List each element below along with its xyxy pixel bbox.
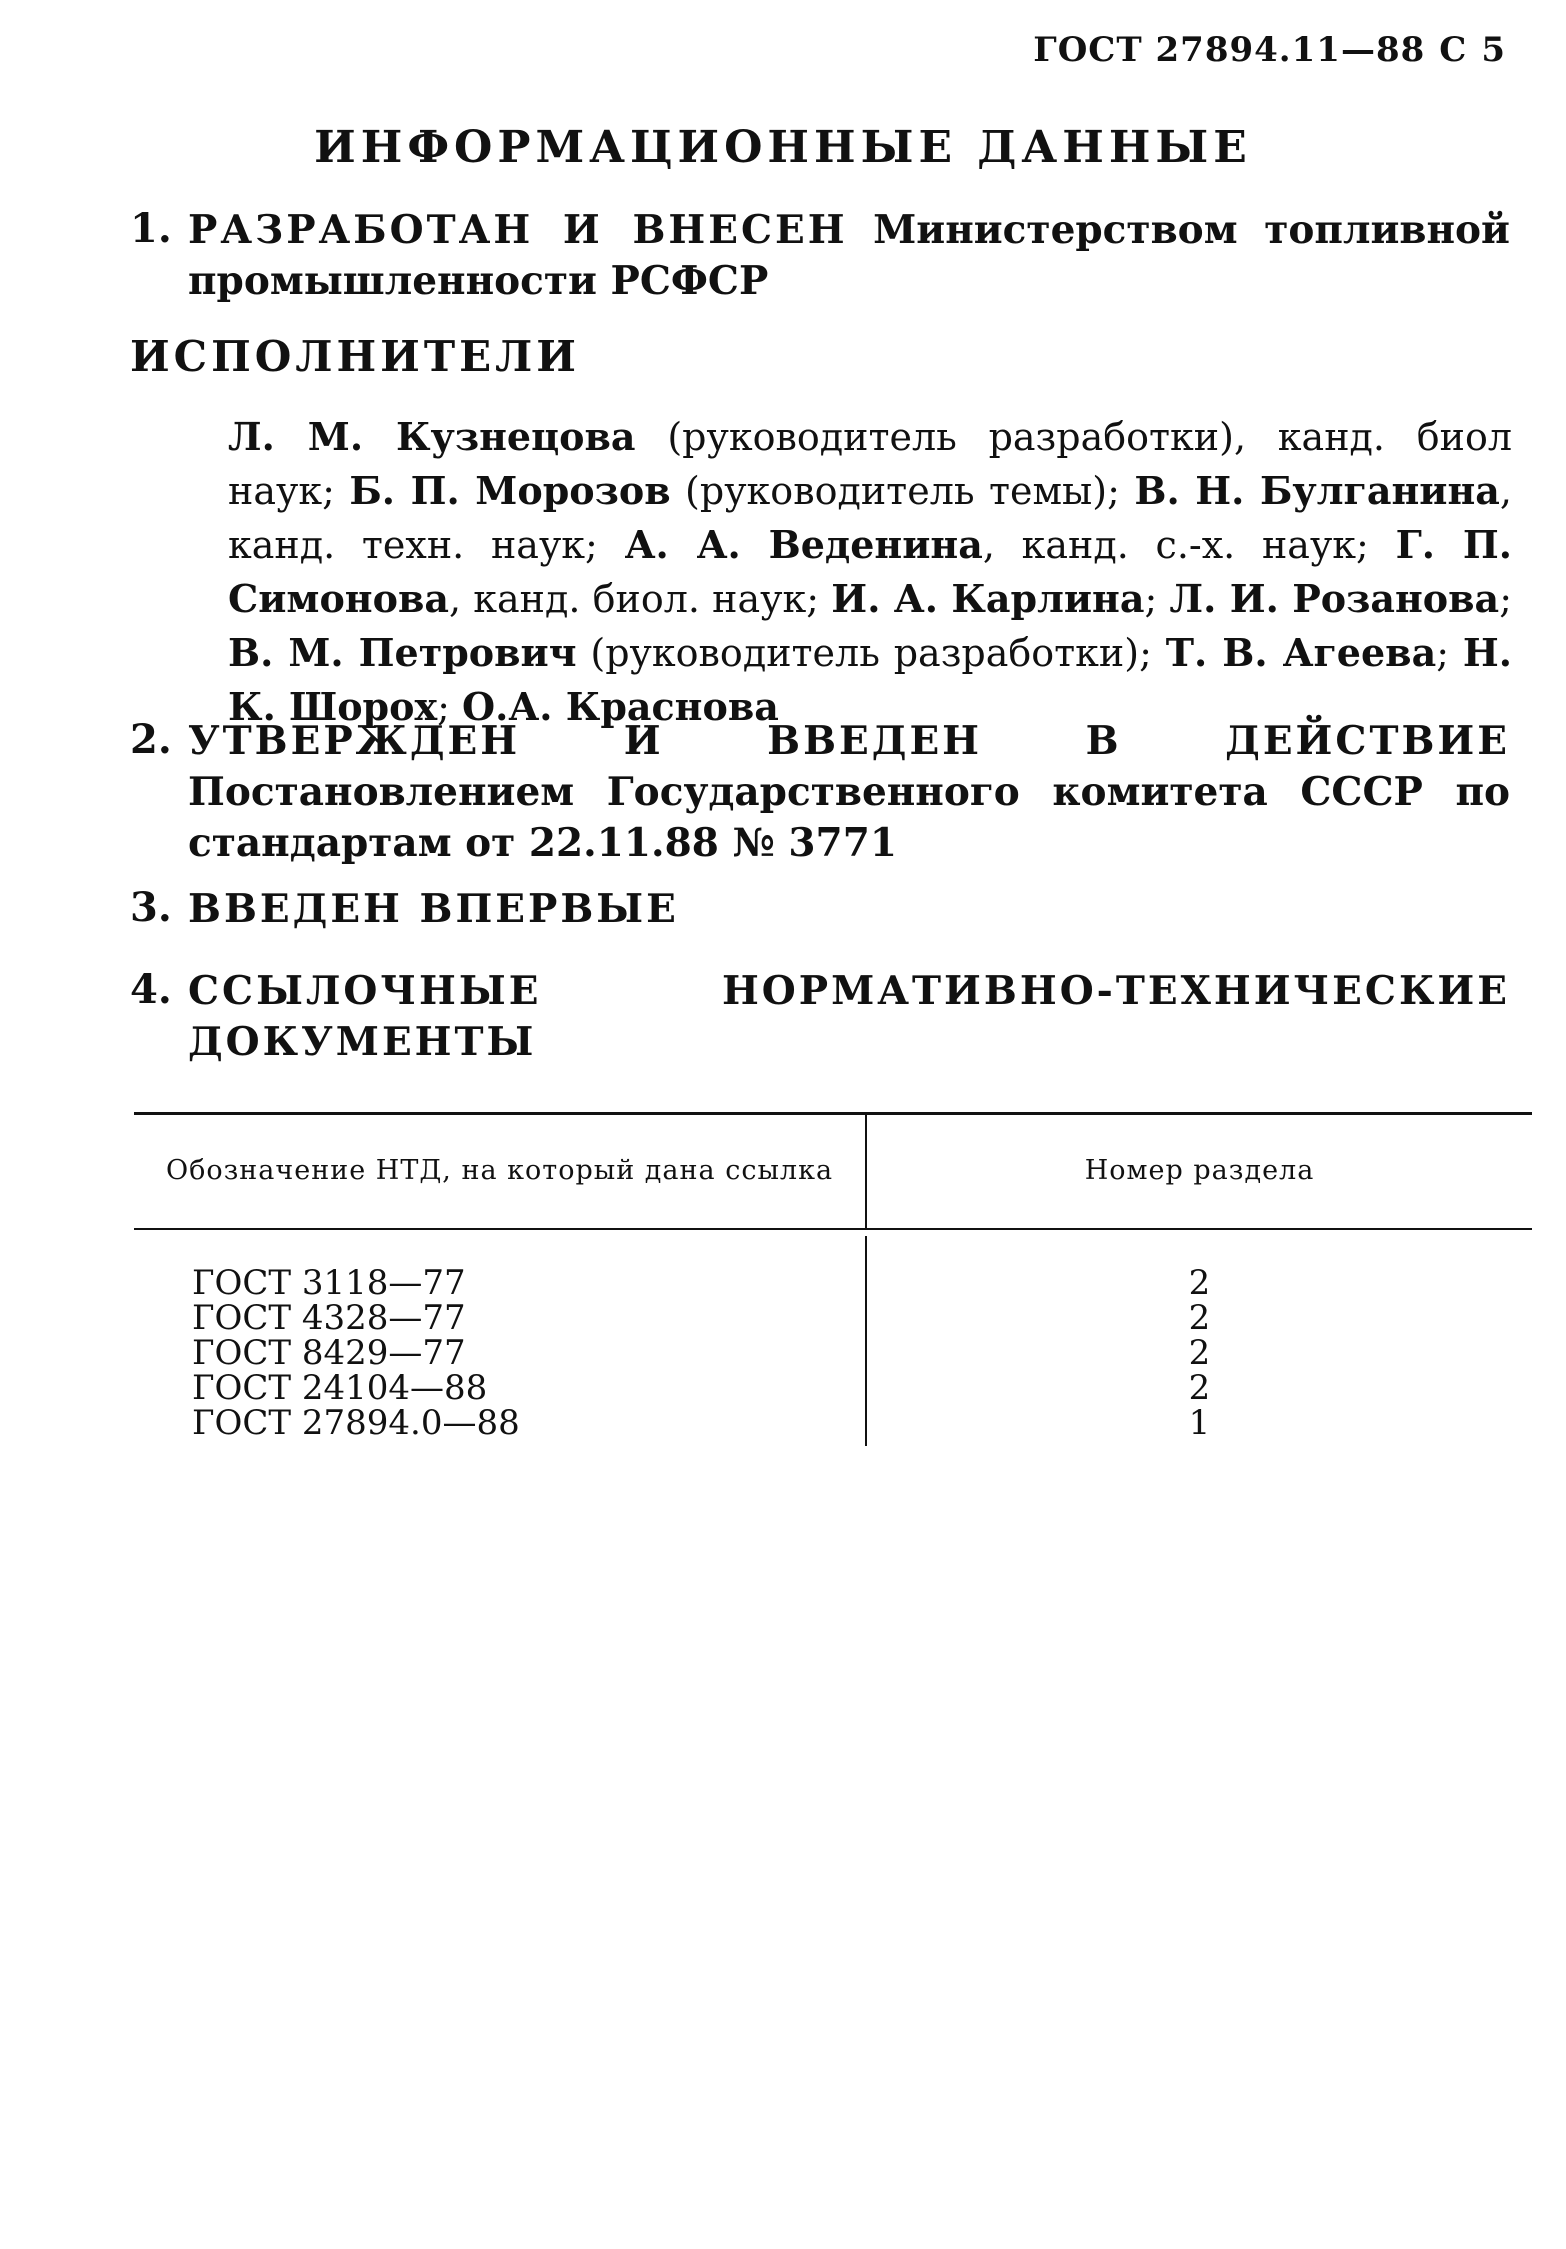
table-header-section: Номер раздела: [1084, 1155, 1315, 1186]
executor-note: , канд. с.-х. наук;: [982, 523, 1396, 567]
executor-note: (руководитель разработки), канд. биол наук;: [228, 415, 1512, 513]
executor-name: Л. М. Кузнецова: [228, 414, 636, 459]
section-1-body: Министерством топливной промышленности РСФСР: [188, 207, 1510, 304]
executor-note: ;: [1499, 577, 1512, 621]
section-3-number: 3.: [130, 884, 172, 931]
table-top-rule: [134, 1112, 1532, 1115]
executor-name: О.А. Краснова: [462, 684, 779, 729]
page-title: ИНФОРМАЦИОННЫЕ ДАННЫЕ: [314, 122, 1252, 173]
table-cell-document: ГОСТ 8429—77: [192, 1333, 466, 1373]
section-2-body: Постановлением Государственного комитета СССР по стандартам от 22.11.88 № 3771: [188, 769, 1510, 866]
table-cell-section: 2: [1188, 1368, 1211, 1408]
table-cell-section: 2: [1188, 1333, 1211, 1373]
section-1-text: [188, 205, 1510, 307]
table-cell-document: ГОСТ 4328—77: [192, 1298, 466, 1338]
executor-name: В. Н. Булганина: [1134, 468, 1500, 513]
table-cell-section: 2: [1188, 1263, 1211, 1303]
table-header-rule: [134, 1228, 1532, 1230]
executor-name: Н. К. Шорох: [228, 630, 1512, 729]
executors-list: [228, 410, 1512, 734]
executor-name: Б. П. Морозов: [349, 468, 671, 513]
executor-note: (руководитель разработки);: [576, 631, 1166, 675]
table-cell-section: 2: [1188, 1298, 1211, 1338]
executor-name: А. А. Веденина: [624, 522, 983, 567]
executor-name: И. А. Карлина: [831, 576, 1145, 621]
page-header: [1033, 30, 1506, 70]
executor-note: (руководитель темы);: [670, 469, 1135, 513]
section-4-number: 4.: [130, 966, 172, 1013]
executor-note: ;: [437, 685, 463, 729]
table-cell-document: ГОСТ 24104—88: [192, 1368, 488, 1408]
section-2-number: 2.: [130, 716, 172, 763]
executor-note: , канд. биол. наук;: [448, 577, 832, 621]
section-1-caps: РАЗРАБОТАН И ВНЕСЕН: [188, 207, 848, 253]
table-cell-document: ГОСТ 3118—77: [192, 1263, 466, 1303]
executor-note: ;: [1436, 631, 1463, 675]
section-1: [130, 205, 1510, 307]
section-4-text: [188, 966, 1510, 1068]
section-4-caps: ССЫЛОЧНЫЕ НОРМАТИВНО-ТЕХНИЧЕСКИЕ ДОКУМЕНТЫ: [188, 968, 1510, 1065]
page-number: 5: [1481, 30, 1506, 70]
section-3: [130, 884, 1510, 935]
section-1-number: 1.: [130, 205, 172, 252]
table-column-documents: [192, 1263, 520, 1443]
table-column-sections: [867, 1263, 1532, 1443]
section-3-caps: ВВЕДЕН ВПЕРВЫЕ: [188, 886, 679, 932]
section-2-caps: УТВЕРЖДЕН И ВВЕДЕН В ДЕЙСТВИЕ: [188, 718, 1510, 764]
table-cell-document: ГОСТ 27894.0—88: [192, 1403, 520, 1443]
section-2-text: [188, 716, 1510, 869]
section-3-text: [188, 884, 1510, 935]
executor-note: ;: [1144, 577, 1170, 621]
executors-heading: ИСПОЛНИТЕЛИ: [130, 332, 580, 381]
executor-name: Л. И. Розанова: [1169, 576, 1500, 621]
section-4: [130, 966, 1510, 1068]
table-header-document: Обозначение НТД, на который дана ссылка: [165, 1155, 834, 1186]
executor-name: Г. П. Симонова: [228, 522, 1512, 621]
standard-designation: ГОСТ 27894.11—88: [1033, 30, 1426, 70]
section-2: [130, 716, 1510, 869]
executor-name: Т. В. Агеева: [1165, 630, 1437, 675]
executor-name: В. М. Петрович: [228, 630, 577, 675]
page-label: С: [1439, 30, 1468, 70]
table-cell-section: 1: [1188, 1403, 1211, 1443]
executor-note: , канд. техн. наук;: [228, 469, 1512, 567]
